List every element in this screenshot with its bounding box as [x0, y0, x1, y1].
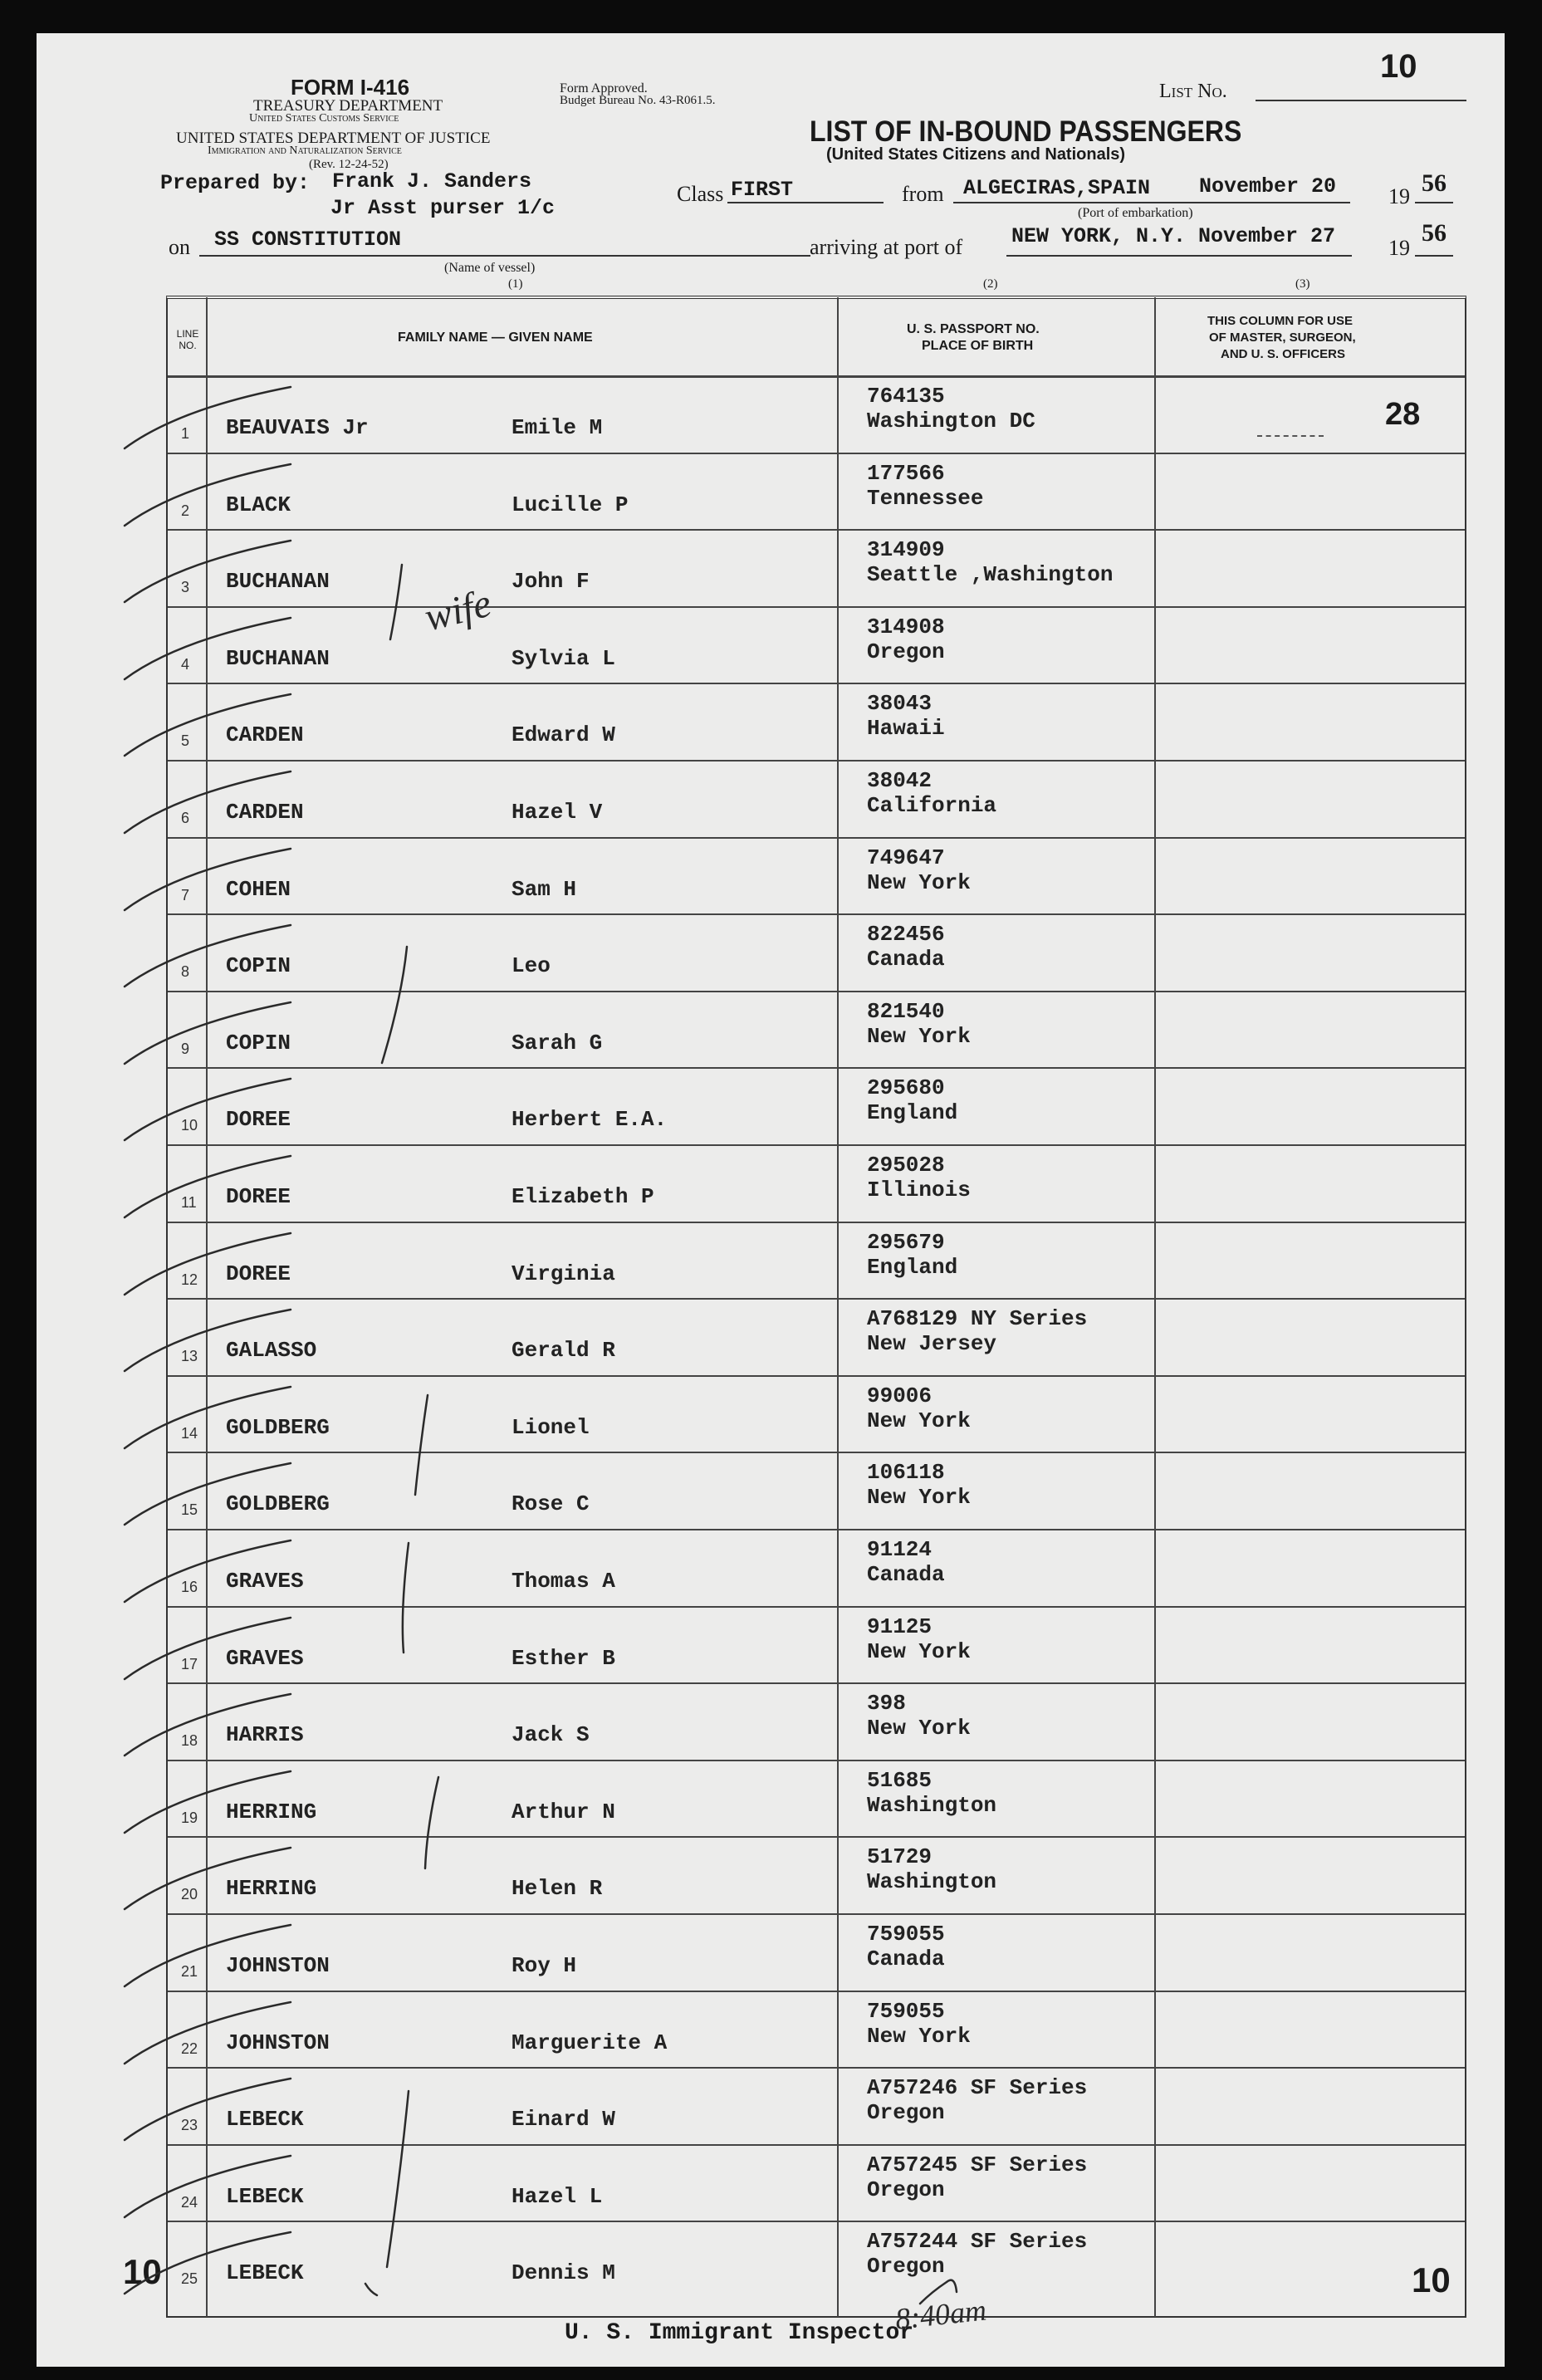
row-given-name: Arthur N	[512, 1800, 615, 1824]
row-birthplace: New York	[867, 1639, 971, 1664]
check-mark	[125, 2002, 291, 2064]
row-passport-number: 91125	[867, 1614, 933, 1639]
from-date: November 20	[1199, 174, 1337, 198]
row-passport-number: 38043	[867, 691, 933, 716]
row-family-name: GALASSO	[226, 1338, 317, 1363]
row-given-name: Roy H	[512, 1953, 577, 1978]
row-given-name: Hazel V	[512, 800, 603, 825]
from-value: ALGECIRAS,SPAIN	[963, 176, 1151, 200]
check-mark	[125, 1771, 291, 1833]
row-family-name: GOLDBERG	[226, 1491, 330, 1516]
row-given-name: Gerald R	[512, 1338, 615, 1363]
row-line-number: 18	[181, 1732, 198, 1749]
class-value: FIRST	[731, 178, 794, 202]
row-family-name: GRAVES	[226, 1569, 304, 1594]
row-passport-number: 295680	[867, 1075, 945, 1100]
form-revision: (Rev. 12-24-52)	[309, 158, 389, 171]
row-family-name: DOREE	[226, 1261, 291, 1286]
form-number: FORM I-416	[291, 75, 410, 100]
row-given-name: Leo	[512, 953, 551, 978]
row-given-name: Elizabeth P	[512, 1184, 654, 1209]
col-number-3: (3)	[1295, 277, 1310, 291]
check-mark	[125, 1079, 291, 1140]
row-family-name: GOLDBERG	[226, 1415, 330, 1440]
row-family-name: DOREE	[226, 1184, 291, 1209]
row-given-name: Lucille P	[512, 492, 629, 517]
arrival-year: 56	[1422, 219, 1447, 247]
row-line-number: 7	[181, 887, 190, 904]
row-passport-number: 51685	[867, 1768, 933, 1793]
row-given-name: Marguerite A	[512, 2030, 668, 2055]
col-header-passport: U. S. PASSPORT NO.	[907, 322, 1040, 336]
form-title: LIST OF IN-BOUND PASSENGERS	[810, 115, 1242, 148]
row-family-name: HARRIS	[226, 1722, 304, 1747]
check-mark	[125, 1233, 291, 1295]
dept-justice: UNITED STATES DEPARTMENT OF JUSTICE	[176, 130, 491, 147]
row-line-number: 5	[181, 732, 190, 749]
row-family-name: BUCHANAN	[226, 569, 330, 594]
dept-justice-sub: Immigration and Naturalization Service	[208, 144, 402, 157]
row-birthplace: Illinois	[867, 1178, 971, 1202]
row-line-number: 22	[181, 2040, 198, 2057]
row-given-name: Edward W	[512, 722, 615, 747]
check-mark	[125, 618, 291, 679]
from-year: 56	[1422, 169, 1447, 197]
row-line-number: 16	[181, 1579, 198, 1595]
check-mark	[125, 1618, 291, 1679]
prepared-title: Jr Asst purser 1/c	[330, 196, 556, 220]
check-mark	[125, 1925, 291, 1986]
row-given-name: Thomas A	[512, 1569, 615, 1594]
row-given-name: Helen R	[512, 1876, 603, 1901]
row-given-name: Jack S	[512, 1722, 590, 1747]
row-given-name: Sylvia L	[512, 646, 615, 671]
vessel-name: SS CONSTITUTION	[214, 228, 402, 252]
row-passport-number: A757245 SF Series	[867, 2152, 1088, 2177]
check-mark	[125, 464, 291, 526]
row-birthplace: England	[867, 1255, 958, 1280]
row-family-name: CARDEN	[226, 722, 304, 747]
row-line-number: 2	[181, 502, 190, 519]
row-birthplace: Washington	[867, 1869, 997, 1894]
row-given-name: Herbert E.A.	[512, 1107, 668, 1132]
col-header-officer-3: AND U. S. OFFICERS	[1221, 347, 1346, 361]
row-passport-number: A757246 SF Series	[867, 2075, 1088, 2100]
row-given-name: John F	[512, 569, 590, 594]
row-passport-number: 91124	[867, 1537, 933, 1562]
row-line-number: 24	[181, 2194, 198, 2211]
check-mark	[125, 387, 291, 448]
row-passport-number: 759055	[867, 1999, 945, 2024]
check-mark	[125, 1387, 291, 1448]
row-line-number: 17	[181, 1656, 198, 1672]
check-mark	[125, 1694, 291, 1756]
arrival-year-prefix: 19	[1388, 236, 1410, 260]
row-line-number: 8	[181, 963, 190, 980]
row-passport-number: 822456	[867, 922, 945, 947]
col-header-name: FAMILY NAME — GIVEN NAME	[398, 331, 593, 345]
row-birthplace: Seattle ,Washington	[867, 562, 1114, 587]
row-passport-number: 314909	[867, 537, 945, 562]
row-birthplace: Oregon	[867, 2177, 945, 2202]
row-family-name: COHEN	[226, 877, 291, 902]
row-line-number: 13	[181, 1348, 198, 1364]
row-passport-number: 38042	[867, 768, 933, 793]
row-line-number: 12	[181, 1271, 198, 1288]
officer-note: 28	[1385, 397, 1421, 432]
row-passport-number: A768129 NY Series	[867, 1306, 1088, 1331]
check-mark	[125, 2232, 291, 2294]
dept-treasury-sub: United States Customs Service	[249, 112, 399, 125]
row-line-number: 14	[181, 1425, 198, 1442]
row-birthplace: Washington	[867, 1793, 997, 1818]
row-birthplace: Oregon	[867, 639, 945, 664]
vessel-label: (Name of vessel)	[444, 261, 536, 275]
arriving-label: arriving at port of	[810, 235, 963, 259]
row-line-number: 9	[181, 1041, 190, 1057]
prepared-label: Prepared by:	[160, 171, 311, 195]
row-passport-number: 99006	[867, 1383, 933, 1408]
row-birthplace: New York	[867, 2024, 971, 2049]
row-birthplace: New York	[867, 1485, 971, 1510]
row-line-number: 25	[181, 2270, 198, 2287]
row-line-number: 19	[181, 1809, 198, 1826]
dept-treasury: TREASURY DEPARTMENT	[253, 97, 443, 115]
row-family-name: LEBECK	[226, 2184, 304, 2209]
row-birthplace: Tennessee	[867, 486, 984, 511]
check-mark	[125, 771, 291, 833]
row-birthplace: Canada	[867, 1562, 945, 1587]
row-passport-number: 295679	[867, 1230, 945, 1255]
row-birthplace: Oregon	[867, 2254, 945, 2279]
row-passport-number: 821540	[867, 999, 945, 1024]
row-line-number: 1	[181, 425, 190, 442]
row-line-number: 11	[181, 1194, 197, 1211]
row-given-name: Lionel	[512, 1415, 590, 1440]
row-birthplace: New York	[867, 1408, 971, 1433]
row-family-name: GRAVES	[226, 1646, 304, 1671]
row-given-name: Sarah G	[512, 1031, 603, 1055]
row-birthplace: England	[867, 1100, 958, 1125]
row-given-name: Virginia	[512, 1261, 615, 1286]
list-no-label: List No.	[1159, 81, 1227, 102]
check-mark	[125, 1310, 291, 1371]
row-given-name: Dennis M	[512, 2260, 615, 2285]
check-mark	[125, 2079, 291, 2140]
list-no-value: 10	[1380, 48, 1417, 85]
row-birthplace: Hawaii	[867, 716, 945, 741]
row-family-name: DOREE	[226, 1107, 291, 1132]
check-mark	[125, 694, 291, 756]
row-family-name: BEAUVAIS Jr	[226, 415, 369, 440]
row-family-name: BUCHANAN	[226, 646, 330, 671]
port-embark-label: (Port of embarkation)	[1078, 206, 1193, 220]
check-mark	[125, 849, 291, 910]
row-line-number: 10	[181, 1117, 198, 1134]
prepared-name: Frank J. Sanders	[332, 169, 532, 193]
col-number-2: (2)	[983, 277, 998, 291]
row-given-name: Einard W	[512, 2107, 615, 2132]
row-birthplace: New Jersey	[867, 1331, 997, 1356]
row-line-number: 4	[181, 656, 190, 673]
row-line-number: 3	[181, 579, 190, 595]
row-family-name: HERRING	[226, 1876, 317, 1901]
row-family-name: JOHNSTON	[226, 2030, 330, 2055]
check-mark	[125, 1540, 291, 1602]
arrival-value: NEW YORK, N.Y. November 27	[1011, 224, 1336, 248]
handwritten-time: 8:40am	[893, 2293, 988, 2336]
page-number-right: 10	[1412, 2260, 1451, 2299]
row-passport-number: 51729	[867, 1844, 933, 1869]
row-passport-number: 759055	[867, 1922, 945, 1947]
form-approved: Form Approved.	[560, 81, 648, 95]
row-passport-number: A757244 SF Series	[867, 2229, 1088, 2254]
row-family-name: BLACK	[226, 492, 291, 517]
col-header-birthplace: PLACE OF BIRTH	[922, 339, 1034, 353]
row-birthplace: California	[867, 793, 997, 818]
row-family-name: COPIN	[226, 1031, 291, 1055]
row-birthplace: New York	[867, 1716, 971, 1741]
col-header-officer-2: OF MASTER, SURGEON,	[1209, 331, 1356, 345]
row-birthplace: Washington DC	[867, 409, 1035, 433]
row-passport-number: 106118	[867, 1460, 945, 1485]
check-mark	[125, 1463, 291, 1525]
row-family-name: LEBECK	[226, 2260, 304, 2285]
row-family-name: COPIN	[226, 953, 291, 978]
on-label: on	[169, 235, 190, 259]
col-header-officer-1: THIS COLUMN FOR USE	[1207, 314, 1353, 328]
row-line-number: 21	[181, 1963, 198, 1980]
col-number-1: (1)	[508, 277, 523, 291]
row-given-name: Esther B	[512, 1646, 615, 1671]
row-given-name: Rose C	[512, 1491, 590, 1516]
row-birthplace: New York	[867, 1024, 971, 1049]
check-mark	[125, 541, 291, 602]
class-label: Class	[677, 182, 724, 206]
row-line-number: 15	[181, 1501, 198, 1518]
check-mark	[125, 1002, 291, 1064]
row-line-number: 6	[181, 810, 190, 826]
row-passport-number: 749647	[867, 845, 945, 870]
row-passport-number: 295028	[867, 1153, 945, 1178]
row-given-name: Emile M	[512, 415, 603, 440]
row-birthplace: Canada	[867, 1947, 945, 1971]
handwritten-note-wife: wife	[420, 580, 496, 640]
row-family-name: HERRING	[226, 1800, 317, 1824]
row-given-name: Sam H	[512, 877, 577, 902]
row-passport-number: 314908	[867, 615, 945, 639]
row-family-name: LEBECK	[226, 2107, 304, 2132]
page-number-left: 10	[123, 2252, 162, 2291]
row-family-name: JOHNSTON	[226, 1953, 330, 1978]
row-passport-number: 177566	[867, 461, 945, 486]
row-passport-number: 398	[867, 1691, 906, 1716]
from-label: from	[902, 182, 944, 206]
row-line-number: 23	[181, 2117, 198, 2133]
row-birthplace: New York	[867, 870, 971, 895]
row-passport-number: 764135	[867, 384, 945, 409]
row-birthplace: Canada	[867, 947, 945, 972]
row-birthplace: Oregon	[867, 2100, 945, 2125]
budget-bureau: Budget Bureau No. 43-R061.5.	[560, 94, 716, 107]
inspector-label: U. S. Immigrant Inspector	[565, 2320, 914, 2346]
check-mark	[125, 2156, 291, 2217]
from-year-prefix: 19	[1388, 184, 1410, 208]
form-subtitle: (United States Citizens and Nationals)	[826, 145, 1126, 164]
check-mark	[125, 925, 291, 987]
row-given-name: Hazel L	[512, 2184, 603, 2209]
row-family-name: CARDEN	[226, 800, 304, 825]
col-header-line-no: LINE NO.	[176, 328, 199, 351]
check-mark	[125, 1156, 291, 1217]
check-mark	[125, 1848, 291, 1909]
row-line-number: 20	[181, 1886, 198, 1903]
